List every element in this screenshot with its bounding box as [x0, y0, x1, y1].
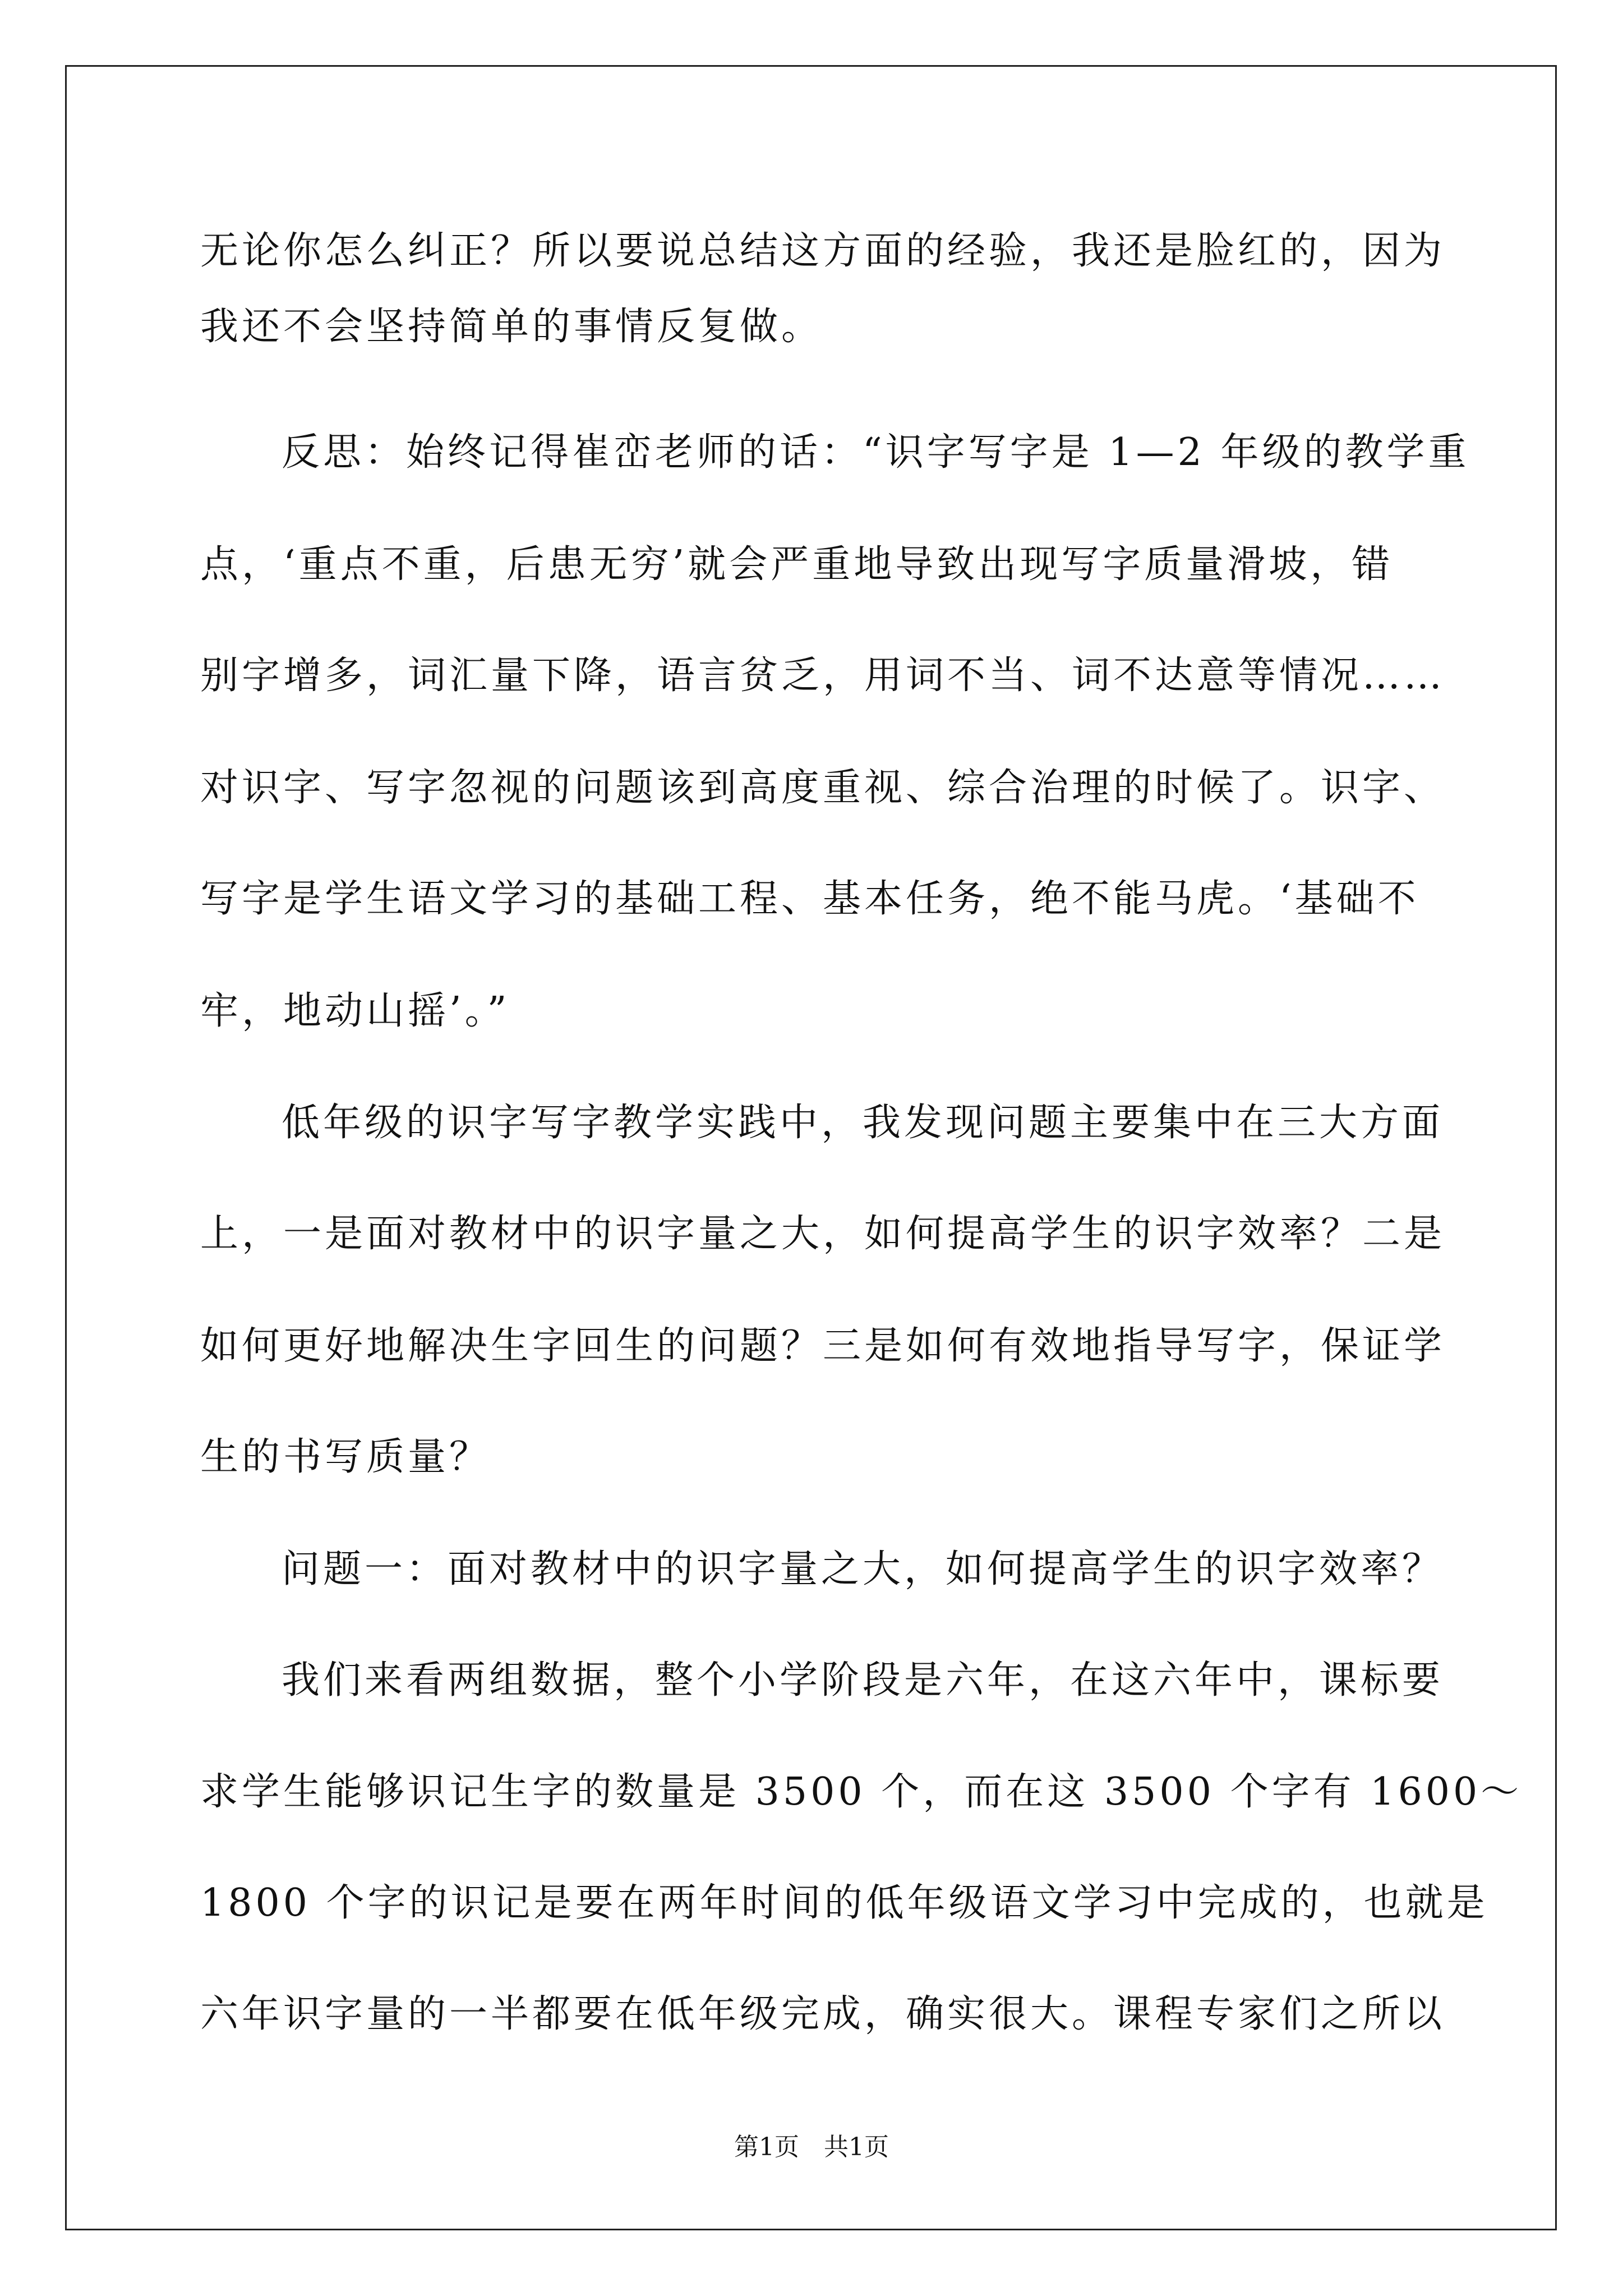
- text-line: 反思：始终记得崔峦老师的话：“识字写字是 1—2 年级的教学重: [282, 430, 1470, 475]
- text-line: 1800 个字的识记是要在两年时间的低年级语文学习中完成的，也就是: [200, 1881, 1488, 1925]
- text-line: 问题一：面对教材中的识字量之大，如何提高学生的识字效率？: [282, 1547, 1444, 1591]
- page-number-footer: 第1页 共1页: [734, 2133, 889, 2161]
- text-line: 六年识字量的一半都要在低年级完成，确实很大。课程专家们之所以: [200, 1992, 1446, 2036]
- text-line: 如何更好地解决生字回生的问题？三是如何有效地指导写字，保证学: [200, 1324, 1446, 1368]
- text-line: 无论你怎么纠正？所以要说总结这方面的经验，我还是脸红的，因为: [200, 229, 1446, 273]
- text-line: 写字是学生语文学习的基础工程、基本任务，绝不能马虎。‘基础不: [200, 877, 1419, 921]
- text-line: 牢，地动山摇’。”: [200, 989, 510, 1033]
- text-line: 低年级的识字写字教学实践中，我发现问题主要集中在三大方面: [282, 1101, 1444, 1145]
- text-line: 点，‘重点不重，后患无穷’就会严重地导致出现写字质量滑坡，错: [200, 542, 1394, 587]
- text-line: 求学生能够识记生字的数量是 3500 个，而在这 3500 个字有 1600～: [200, 1770, 1523, 1814]
- text-line: 我还不会坚持简单的事情反复做。: [200, 305, 823, 349]
- text-line: 别字增多，词汇量下降，语言贫乏，用词不当、词不达意等情况……: [200, 654, 1446, 698]
- text-line: 对识字、写字忽视的问题该到高度重视、综合治理的时候了。识字、: [200, 766, 1446, 810]
- text-line: 生的书写质量？: [200, 1435, 491, 1479]
- text-line: 我们来看两组数据，整个小学阶段是六年，在这六年中，课标要: [282, 1658, 1444, 1703]
- text-line: 上，一是面对教材中的识字量之大，如何提高学生的识字效率？二是: [200, 1212, 1446, 1256]
